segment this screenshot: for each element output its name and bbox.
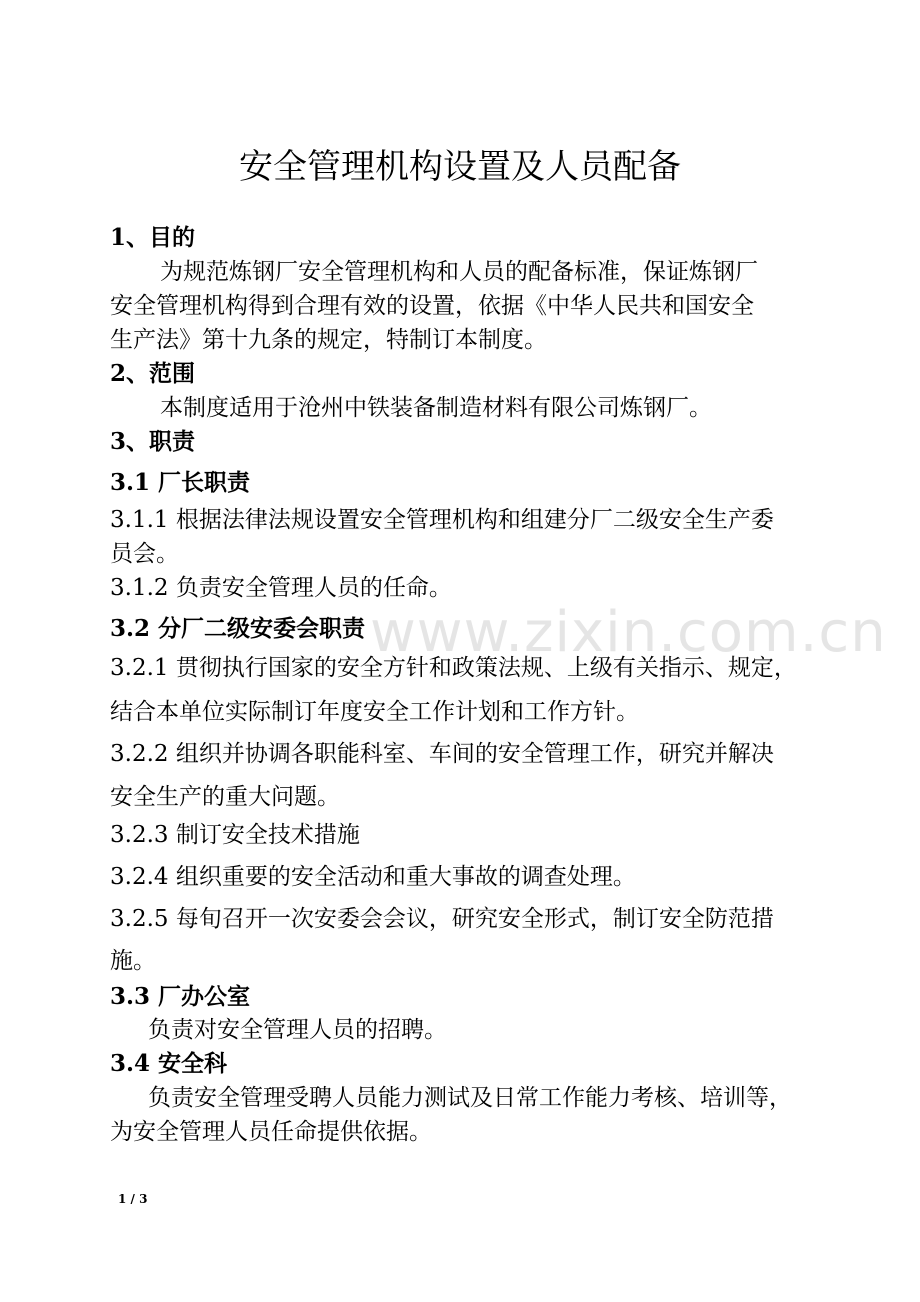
paragraph-line: 结合本单位实际制订年度安全工作计划和工作方针。 [110, 699, 639, 725]
subsection-heading: 3.1 厂长职责 [110, 469, 251, 496]
paragraph-line: 本制度适用于沧州中铁装备制造材料有限公司炼钢厂。 [160, 395, 712, 421]
document-title: 安全管理机构设置及人员配备 [239, 147, 681, 187]
paragraph-line: 3.1.1 根据法律法规设置安全管理机构和组建分厂二级安全生产委 [110, 507, 774, 533]
section-heading-duties: 3、职责 [110, 428, 196, 455]
paragraph-line: 3.2.2 组织并协调各职能科室、车间的安全管理工作，研究并解决 [110, 741, 774, 767]
paragraph-line: 负责对安全管理人员的招聘。 [148, 1017, 447, 1043]
section-heading-purpose: 1、目的 [110, 224, 196, 251]
paragraph-line: 负责安全管理受聘人员能力测试及日常工作能力考核、培训等， [148, 1085, 792, 1111]
paragraph-line: 施。 [110, 948, 156, 974]
watermark: www.zixin.com.cn [370, 600, 887, 665]
paragraph-line: 3.1.2 负责安全管理人员的任命。 [110, 575, 452, 601]
paragraph-line: 3.2.5 每旬召开一次安委会会议，研究安全形式，制订安全防范措 [110, 906, 774, 932]
paragraph-line: 员会。 [110, 541, 179, 567]
page-number: 1 / 3 [118, 1192, 148, 1206]
paragraph-line: 安全生产的重大问题。 [110, 784, 340, 810]
paragraph-line: 安全管理机构得到合理有效的设置，依据《中华人民共和国安全 [110, 293, 754, 319]
section-heading-scope: 2、范围 [110, 360, 196, 387]
paragraph-line: 为规范炼钢厂安全管理机构和人员的配备标准，保证炼钢厂 [160, 259, 758, 285]
paragraph-line: 生产法》第十九条的规定，特制订本制度。 [110, 327, 547, 353]
paragraph-line: 3.2.1 贯彻执行国家的安全方针和政策法规、上级有关指示、规定， [110, 655, 797, 681]
subsection-heading: 3.4 安全科 [110, 1050, 228, 1077]
paragraph-line: 为安全管理人员任命提供依据。 [110, 1119, 432, 1145]
subsection-heading: 3.2 分厂二级安委会职责 [110, 615, 366, 642]
paragraph-line: 3.2.3 制订安全技术措施 [110, 822, 360, 848]
paragraph-line: 3.2.4 组织重要的安全活动和重大事故的调查处理。 [110, 864, 636, 890]
subsection-heading: 3.3 厂办公室 [110, 983, 251, 1010]
